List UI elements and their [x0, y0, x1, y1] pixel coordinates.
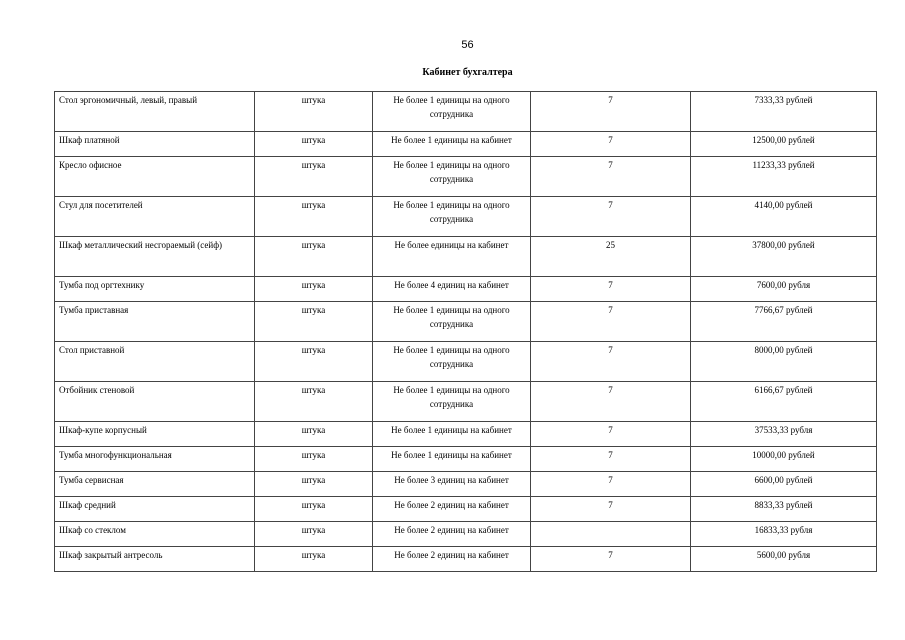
- item-name-cell: Стол приставной: [55, 342, 255, 382]
- norm-cell: Не более 1 единицы на одного сотрудника: [373, 197, 531, 237]
- term-cell: 7: [531, 132, 691, 157]
- norm-cell: Не более 1 единицы на одного сотрудника: [373, 302, 531, 342]
- price-cell: 5600,00 рубля: [691, 547, 877, 572]
- norm-cell: Не более единицы на кабинет: [373, 237, 531, 277]
- unit-cell: штука: [255, 277, 373, 302]
- term-cell: 7: [531, 157, 691, 197]
- unit-cell: штука: [255, 547, 373, 572]
- term-cell: 7: [531, 472, 691, 497]
- unit-cell: штука: [255, 472, 373, 497]
- table-row: [55, 382, 877, 422]
- table-row: [55, 92, 877, 132]
- section-title: Кабинет бухгалтера: [422, 67, 513, 78]
- item-name-cell: Шкаф металлический несгораемый (сейф): [55, 237, 255, 277]
- table-row: [55, 132, 877, 157]
- item-name-cell: Тумба под оргтехнику: [55, 277, 255, 302]
- item-name-cell: Шкаф платяной: [55, 132, 255, 157]
- norm-cell: Не более 1 единицы на одного сотрудника: [373, 342, 531, 382]
- price-cell: 4140,00 рублей: [691, 197, 877, 237]
- price-cell: 7766,67 рублей: [691, 302, 877, 342]
- item-name-cell: Тумба многофункциональная: [55, 447, 255, 472]
- table-row: [55, 422, 877, 447]
- term-cell: 7: [531, 497, 691, 522]
- norm-cell: Не более 1 единицы на кабинет: [373, 447, 531, 472]
- table-row: [55, 447, 877, 472]
- price-cell: 6600,00 рублей: [691, 472, 877, 497]
- norm-cell: Не более 1 единицы на кабинет: [373, 422, 531, 447]
- furniture-norms-table: [54, 91, 877, 572]
- item-name-cell: Шкаф-купе корпусный: [55, 422, 255, 447]
- norm-cell: Не более 2 единиц на кабинет: [373, 497, 531, 522]
- unit-cell: штука: [255, 382, 373, 422]
- price-cell: 37533,33 рубля: [691, 422, 877, 447]
- norm-cell: Не более 1 единицы на одного сотрудника: [373, 382, 531, 422]
- term-cell: 7: [531, 547, 691, 572]
- table-row: [55, 157, 877, 197]
- unit-cell: штука: [255, 157, 373, 197]
- term-cell: 7: [531, 277, 691, 302]
- norm-cell: Не более 3 единиц на кабинет: [373, 472, 531, 497]
- price-cell: 6166,67 рублей: [691, 382, 877, 422]
- table-row: [55, 472, 877, 497]
- norm-cell: Не более 1 единицы на одного сотрудника: [373, 92, 531, 132]
- item-name-cell: Шкаф закрытый антресоль: [55, 547, 255, 572]
- unit-cell: штука: [255, 497, 373, 522]
- item-name-cell: Стол эргономичный, левый, правый: [55, 92, 255, 132]
- item-name-cell: Отбойник стеновой: [55, 382, 255, 422]
- table-row: [55, 522, 877, 547]
- unit-cell: штука: [255, 422, 373, 447]
- page-number: 56: [461, 39, 474, 51]
- price-cell: 16833,33 рубля: [691, 522, 877, 547]
- table-row: [55, 342, 877, 382]
- unit-cell: штука: [255, 302, 373, 342]
- unit-cell: штука: [255, 237, 373, 277]
- item-name-cell: Кресло офисное: [55, 157, 255, 197]
- unit-cell: штука: [255, 447, 373, 472]
- norm-cell: Не более 1 единицы на одного сотрудника: [373, 157, 531, 197]
- term-cell: 7: [531, 302, 691, 342]
- term-cell: 7: [531, 447, 691, 472]
- term-cell: 7: [531, 382, 691, 422]
- term-cell: 7: [531, 197, 691, 237]
- item-name-cell: Шкаф со стеклом: [55, 522, 255, 547]
- price-cell: 37800,00 рублей: [691, 237, 877, 277]
- norm-cell: Не более 1 единицы на кабинет: [373, 132, 531, 157]
- table-row: [55, 277, 877, 302]
- item-name-cell: Тумба приставная: [55, 302, 255, 342]
- item-name-cell: Шкаф средний: [55, 497, 255, 522]
- norm-cell: Не более 2 единиц на кабинет: [373, 522, 531, 547]
- price-cell: 11233,33 рублей: [691, 157, 877, 197]
- item-name-cell: Тумба сервисная: [55, 472, 255, 497]
- term-cell: 25: [531, 237, 691, 277]
- norm-cell: Не более 4 единиц на кабинет: [373, 277, 531, 302]
- norm-cell: Не более 2 единиц на кабинет: [373, 547, 531, 572]
- price-cell: 12500,00 рублей: [691, 132, 877, 157]
- price-cell: 10000,00 рублей: [691, 447, 877, 472]
- table-row: [55, 302, 877, 342]
- term-cell: 7: [531, 92, 691, 132]
- unit-cell: штука: [255, 197, 373, 237]
- item-name-cell: Стул для посетителей: [55, 197, 255, 237]
- unit-cell: штука: [255, 522, 373, 547]
- table-row: [55, 497, 877, 522]
- price-cell: 7333,33 рублей: [691, 92, 877, 132]
- term-cell: 7: [531, 422, 691, 447]
- price-cell: 8000,00 рублей: [691, 342, 877, 382]
- term-cell: 7: [531, 342, 691, 382]
- unit-cell: штука: [255, 342, 373, 382]
- table-row: [55, 197, 877, 237]
- price-cell: 7600,00 рубля: [691, 277, 877, 302]
- table-row: [55, 547, 877, 572]
- unit-cell: штука: [255, 132, 373, 157]
- term-cell: [531, 522, 691, 547]
- table-row: [55, 237, 877, 277]
- price-cell: 8833,33 рублей: [691, 497, 877, 522]
- unit-cell: штука: [255, 92, 373, 132]
